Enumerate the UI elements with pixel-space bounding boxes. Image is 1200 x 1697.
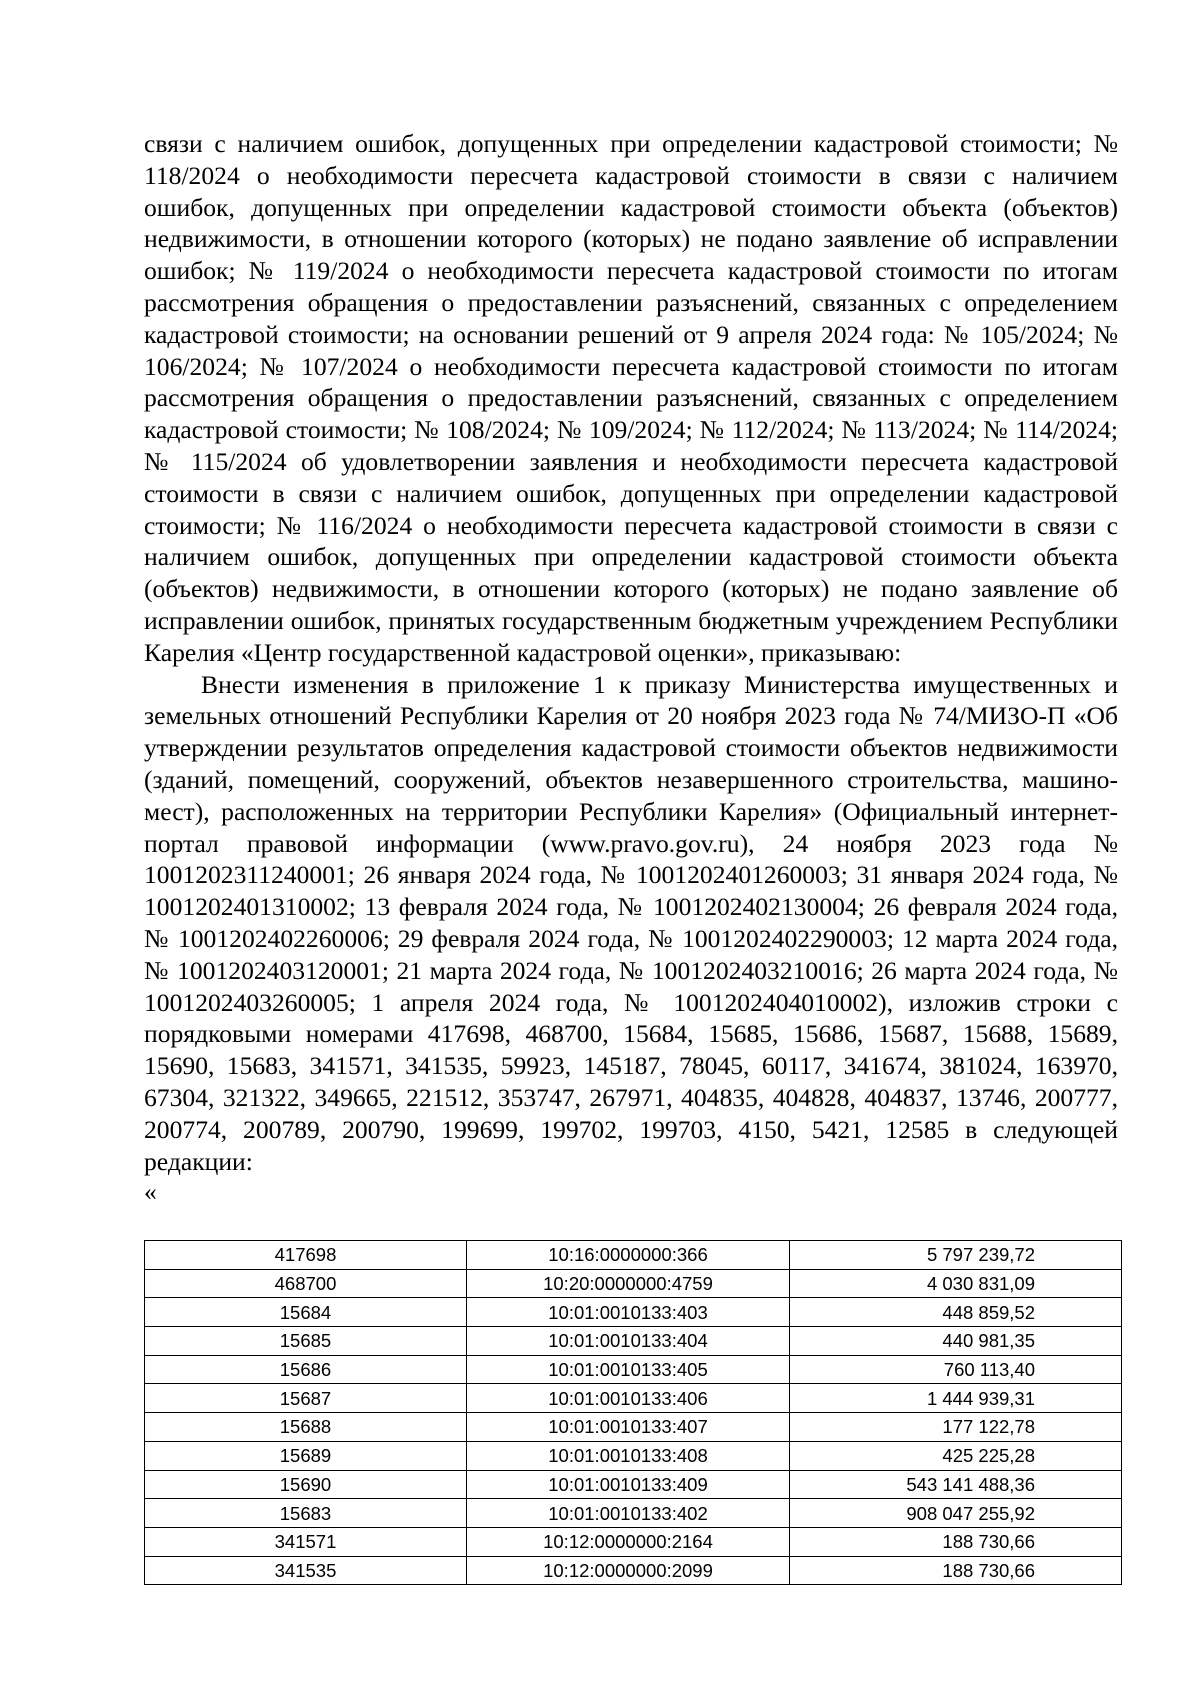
table-row (145, 1241, 1122, 1270)
row-number-cell: 15684 (145, 1298, 467, 1327)
cadastral-value-cell: 543 141 488,36 (790, 1470, 1122, 1499)
table-row (145, 1527, 1122, 1556)
table-row (145, 1355, 1122, 1384)
table-row (145, 1470, 1122, 1499)
row-number-cell: 341571 (145, 1527, 467, 1556)
cadastral-value-cell: 440 981,35 (790, 1327, 1122, 1356)
cadastral-value-cell: 188 730,66 (790, 1556, 1122, 1585)
table-row (145, 1384, 1122, 1413)
row-number-cell: 15688 (145, 1413, 467, 1442)
cadastral-value-cell: 4 030 831,09 (790, 1269, 1122, 1298)
cadastral-number-cell: 10:01:0010133:405 (467, 1355, 790, 1384)
cadastral-number-cell: 10:12:0000000:2099 (467, 1556, 790, 1585)
row-number-cell: 15685 (145, 1327, 467, 1356)
cadastral-number-cell: 10:01:0010133:404 (467, 1327, 790, 1356)
cadastral-number-cell: 10:12:0000000:2164 (467, 1527, 790, 1556)
opening-quote-mark: « (144, 1177, 157, 1207)
cadastral-number-cell: 10:16:0000000:366 (467, 1241, 790, 1270)
cadastral-number-cell: 10:01:0010133:403 (467, 1298, 790, 1327)
row-number-cell: 468700 (145, 1269, 467, 1298)
cadastral-value-cell: 177 122,78 (790, 1413, 1122, 1442)
row-number-cell: 417698 (145, 1241, 467, 1270)
cadastral-value-cell: 425 225,28 (790, 1441, 1122, 1470)
paragraph-order: Внести изменения в приложение 1 к приказу Министерства имущественных и земельных отношений Республики Карелия от 20 ноября 2023 года № 74/МИЗО-П «Об утверждении результатов определения кадастровой стоимости объектов недвижимости (зданий, помещений, сооружений, объектов незавершенного строительства, машино-мест), расположенных на территории Республики Карелия» (Официальный интернет-портал правовой информации (www.pravo.gov.ru), 24 ноября 2023 года № 1001202311240001; 26 января 2024 года, № 1001202401260003; 31 января 2024 года, № 1001202401310002; 13 февраля 2024 года, № 1001202402130004; 26 февраля 2024 года, № 1001202402260006; 29 февраля 2024 года, № 1001202402290003; 12 марта 2024 года, № 1001202403120001; 21 марта 2024 года, № 1001202403210016; 26 марта 2024 года, № 1001202403260005; 1 апреля 2024 года, № 1001202404010002), изложив строки с порядковыми номерами 417698, 468700, 15684, 15685, 15686, 15687, 15688, 15689, 15690, 15683, 341571, 341535, 59923, 145187, 78045, 60117, 341674, 381024, 163970, 67304, 321322, 349665, 221512, 353747, 267971, 404835, 404828, 404837, 13746, 200777, 200774, 200789, 200790, 199699, 199702, 199703, 4150, 5421, 12585 в следующей редакции: (144, 669, 1118, 1176)
table-row (145, 1327, 1122, 1356)
table-row (145, 1499, 1122, 1528)
cadastral-value-cell: 760 113,40 (790, 1355, 1122, 1384)
document-body (144, 128, 1118, 1207)
cadastral-number-cell: 10:01:0010133:402 (467, 1499, 790, 1528)
cadastral-value-cell: 448 859,52 (790, 1298, 1122, 1327)
row-number-cell: 15690 (145, 1470, 467, 1499)
cadastral-value-cell: 908 047 255,92 (790, 1499, 1122, 1528)
cadastral-number-cell: 10:01:0010133:408 (467, 1441, 790, 1470)
table-row (145, 1298, 1122, 1327)
cadastral-number-cell: 10:20:0000000:4759 (467, 1269, 790, 1298)
table-body (145, 1241, 1122, 1585)
row-number-cell: 15689 (145, 1441, 467, 1470)
row-number-cell: 341535 (145, 1556, 467, 1585)
row-number-cell: 15686 (145, 1355, 467, 1384)
paragraph-decisions: связи с наличием ошибок, допущенных при определении кадастровой стоимости; № 118/2024 о необходимости пересчета кадастровой стоимости в связи с наличием ошибок, допущенных при определении кадастровой стоимости объекта (объектов) недвижимости, в отношении которого (которых) не подано заявление об исправлении ошибок; № 119/2024 о необходимости пересчета кадастровой стоимости по итогам рассмотрения обращения о предоставлении разъяснений, связанных с определением кадастровой стоимости; на основании решений от 9 апреля 2024 года: № 105/2024; № 106/2024; № 107/2024 о необходимости пересчета кадастровой стоимости по итогам рассмотрения обращения о предоставлении разъяснений, связанных с определением кадастровой стоимости; № 108/2024; № 109/2024; № 112/2024; № 113/2024; № 114/2024; № 115/2024 об удовлетворении заявления и необходимости пересчета кадастровой стоимости в связи с наличием ошибок, допущенных при определении кадастровой стоимости; № 116/2024 о необходимости пересчета кадастровой стоимости в связи с наличием ошибок, допущенных при определении кадастровой стоимости объекта (объектов) недвижимости, в отношении которого (которых) не подано заявление об исправлении ошибок, принятых государственным бюджетным учреждением Республики Карелия «Центр государственной кадастровой оценки», приказываю: (144, 129, 1118, 667)
cadastral-value-cell: 1 444 939,31 (790, 1384, 1122, 1413)
table-row (145, 1441, 1122, 1470)
cadastral-number-cell: 10:01:0010133:407 (467, 1413, 790, 1442)
row-number-cell: 15687 (145, 1384, 467, 1413)
cadastral-number-cell: 10:01:0010133:406 (467, 1384, 790, 1413)
table-row (145, 1556, 1122, 1585)
table-row (145, 1269, 1122, 1298)
cadastral-value-cell: 5 797 239,72 (790, 1241, 1122, 1270)
table-row (145, 1413, 1122, 1442)
cadastral-value-table (144, 1240, 1122, 1585)
cadastral-value-cell: 188 730,66 (790, 1527, 1122, 1556)
cadastral-number-cell: 10:01:0010133:409 (467, 1470, 790, 1499)
row-number-cell: 15683 (145, 1499, 467, 1528)
